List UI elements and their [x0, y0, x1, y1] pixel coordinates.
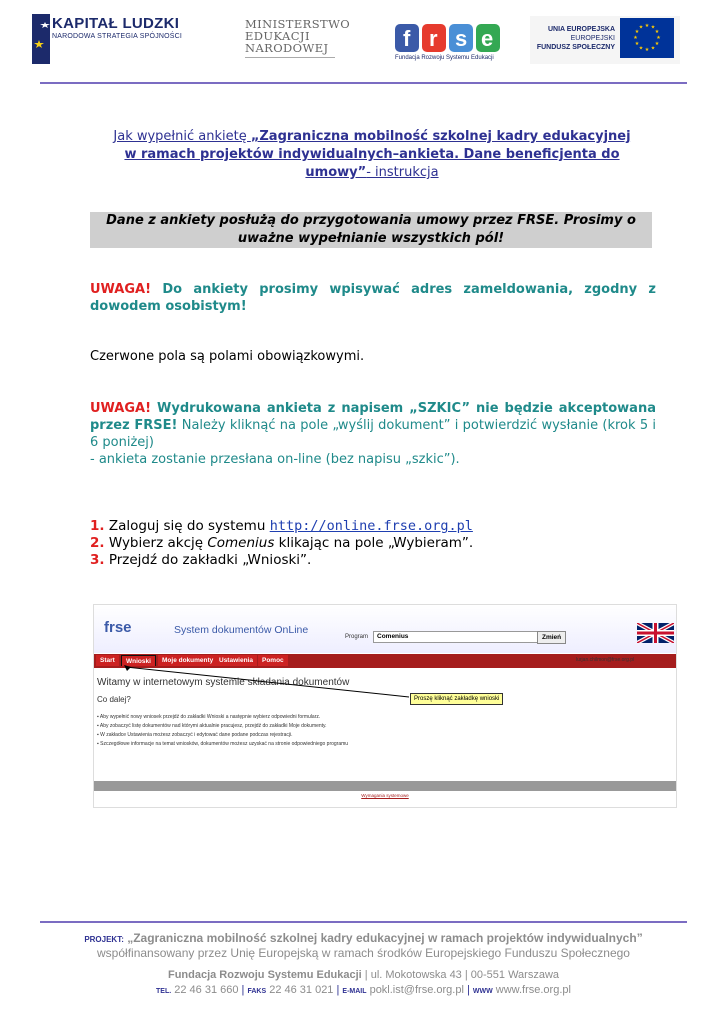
ministry-line: MINISTERSTWO [245, 17, 351, 31]
steps-list [90, 518, 473, 569]
eu-line: UNIA EUROPEJSKA [547, 26, 615, 33]
org-name: Fundacja Rozwoju Systemu Edukacji [167, 969, 362, 981]
tab-pomoc[interactable]: Pomoc [258, 655, 288, 666]
svg-text:★: ★ [634, 41, 640, 47]
eu-line: EUROPEJSKI [570, 35, 615, 42]
step-text: klikając na pole „Wybieram”. [274, 535, 474, 551]
svg-text:r: r [429, 26, 438, 51]
svg-text:★: ★ [650, 45, 656, 52]
required-fields-note: Czerwone pola są polami obowiązkowymi. [90, 349, 365, 364]
user-email: lurjan.chilmon@frse.org.pl [576, 657, 635, 663]
bullet-text: W zakładce Ustawienia możesz zobaczyć i edytować dane podane podczas rejestracji. [100, 732, 293, 738]
ministry-logo [245, 18, 350, 58]
tel: 22 46 31 660 [171, 984, 242, 996]
svg-text:★: ★ [654, 29, 660, 35]
svg-text:★: ★ [654, 41, 660, 47]
welcome-heading: Witamy w internetowym systemie składania dokumentów [97, 677, 350, 688]
address: | ul. Mokotowska 43 | 00-551 Warszawa [361, 969, 560, 981]
eu-text [530, 25, 615, 52]
frse-logo [395, 24, 503, 54]
program-label: Program [345, 634, 369, 640]
highlight-notice: Dane z ankiety posłużą do przygotowania umowy przez FRSE. Prosimy o uważne wypełnianie wszystkich pól! [90, 212, 652, 248]
kapital-ludzki-subtitle: NARODOWA STRATEGIA SPÓJNOŚCI [52, 33, 183, 40]
bullet-item: ▪ W zakładce Ustawienia możesz zobaczyć i edytować dane podane podczas rejestracji. [97, 732, 293, 738]
svg-text:f: f [403, 26, 411, 51]
step-item [90, 535, 473, 552]
tab-wnioski[interactable]: Wnioski [121, 655, 156, 668]
warning-text: Do ankiety prosimy wpisywać adres zameldowania, zgodny z dowodem osobistym! [90, 282, 656, 314]
header-divider [40, 82, 687, 84]
step-emphasis: Comenius [207, 535, 275, 551]
eu-flag-icon [620, 18, 674, 58]
warning-line2: - ankieta zostanie przesłana on-line (bez napisu „szkic”). [90, 452, 460, 467]
ministry-line: EDUKACJI [245, 29, 310, 43]
tab-start[interactable]: Start [96, 655, 119, 666]
warning-text: Należy kliknąć na pole „wyślij dokument” i potwierdzić wysłanie (krok 5 i 6 poniżej) [90, 418, 657, 450]
ministry-line: NARODOWEJ [245, 41, 329, 55]
svg-text:s: s [455, 26, 468, 51]
footer-address [40, 969, 687, 981]
screenshot-logo: frse [104, 619, 132, 636]
email[interactable]: pokl.ist@frse.org.pl [366, 984, 467, 996]
footer-cofinance: współfinansowany przez Unię Europejską w ramach środków Europejskiego Funduszu Społecznego [97, 946, 630, 960]
title-suffix: - instrukcja [366, 165, 439, 180]
svg-text:★: ★ [634, 29, 640, 35]
svg-text:★: ★ [633, 35, 638, 41]
project-label: PROJEKT: [84, 935, 124, 944]
step-item [90, 552, 473, 569]
warning-label: UWAGA! [90, 282, 152, 297]
footer-project [40, 931, 687, 945]
bullet-item: ▪ Szczegółowe informacje na temat wniosków, dokumentów możesz uzyskać na stronie odpowiedniego programu [97, 741, 349, 747]
www-label: WWW [472, 988, 493, 995]
bullet-item: ▪ Aby wypełnić nowy wniosek przejdź do zakładki Wnioski a następnie wybierz odpowiedni formularz. [97, 714, 321, 720]
callout-box: Proszę kliknąć zakładkę wnioski [410, 693, 503, 705]
change-button[interactable]: Zmień [537, 631, 566, 644]
www[interactable]: www.frse.org.pl [492, 984, 571, 996]
tab-moje-dokumenty[interactable]: Moje dokumenty [158, 655, 217, 666]
screenshot-footer-bar [94, 781, 676, 791]
bullet-item: ▪ Aby zobaczyć listę dokumentów nad którymi aktualnie pracujesz, przejdź do zakładki Moje dokumenty. [97, 723, 327, 729]
title-bold: „Zagraniczna mobilność szkolnej kadry edukacyjnej w ramach projektów indywidualnych–ankieta. Dane beneficjenta do umowy” [124, 129, 631, 180]
fax-label: FAKS [247, 988, 267, 995]
tab-ustawienia[interactable]: Ustawienia [215, 655, 257, 666]
screenshot-title: System dokumentów OnLine [174, 624, 309, 636]
svg-text:★: ★ [644, 47, 650, 53]
svg-text:★: ★ [638, 45, 644, 52]
next-steps-heading: Co dalej? [97, 695, 131, 704]
program-select[interactable]: Comenius [373, 631, 538, 643]
screenshot-bullets [97, 713, 348, 749]
logout-link[interactable]: Wyloguj [651, 657, 669, 663]
eu-line: FUNDUSZ SPOŁECZNY [536, 44, 615, 51]
svg-text:★: ★ [644, 23, 650, 29]
fax: 22 46 31 021 [266, 984, 337, 996]
document-title [108, 128, 636, 182]
warning-bold: Wydrukowana ankieta z napisem „SZKIC” nie będzie akceptowana przez FRSE! [90, 401, 656, 433]
system-requirements-link[interactable]: Wymagania systemowe [361, 793, 409, 798]
online-link[interactable]: http://online.frse.org.pl [269, 518, 473, 534]
warning-address [90, 281, 656, 315]
frse-subtitle: Fundacja Rozwoju Systemu Edukacji [395, 55, 494, 61]
email-label: E-MAIL [342, 988, 367, 995]
tel-label: TEL. [156, 988, 172, 995]
svg-text:★: ★ [638, 24, 644, 31]
callout-arrow [124, 665, 414, 705]
title-prefix: Jak wypełnić ankietę [113, 129, 251, 144]
step-number: 1. [90, 518, 105, 534]
bullet-text: Aby zobaczyć listę dokumentów nad którymi aktualnie pracujesz, przejdź do zakładki Moje dokumenty. [99, 723, 327, 729]
step-text: Przejdź do zakładki „Wnioski”. [108, 552, 312, 568]
bullet-text: Szczegółowe informacje na temat wniosków, dokumentów możesz uzyskać na stronie odpowiedniego programu [100, 741, 349, 747]
svg-text:e: e [481, 26, 494, 51]
step-number: 3. [90, 552, 105, 568]
embedded-screenshot [93, 604, 677, 808]
step-text: Wybierz akcję [108, 535, 208, 551]
footer-contacts: TEL. 22 46 31 660 | FAKS 22 46 31 021 | E-MAIL pokl.ist@frse.org.pl | WWW www.frse.org.pl [156, 984, 571, 996]
footer-divider [40, 921, 687, 923]
step-number: 2. [90, 535, 105, 551]
english-flag-icon[interactable] [637, 623, 674, 643]
warning-draft [90, 400, 656, 468]
project-name: „Zagraniczna mobilność szkolnej kadry edukacyjnej w ramach projektów indywidualnych” [123, 931, 643, 945]
svg-text:★: ★ [650, 24, 656, 31]
bullet-text: Aby wypełnić nowy wniosek przejdź do zakładki Wnioski a następnie wybierz odpowiedni formularz. [99, 714, 321, 720]
warning-label: UWAGA! [90, 401, 152, 416]
svg-text:★: ★ [656, 35, 661, 41]
step-text: Zaloguj się do systemu [108, 518, 270, 534]
step-item [90, 518, 473, 535]
kapital-ludzki-title: KAPITAŁ LUDZKI [52, 15, 180, 32]
